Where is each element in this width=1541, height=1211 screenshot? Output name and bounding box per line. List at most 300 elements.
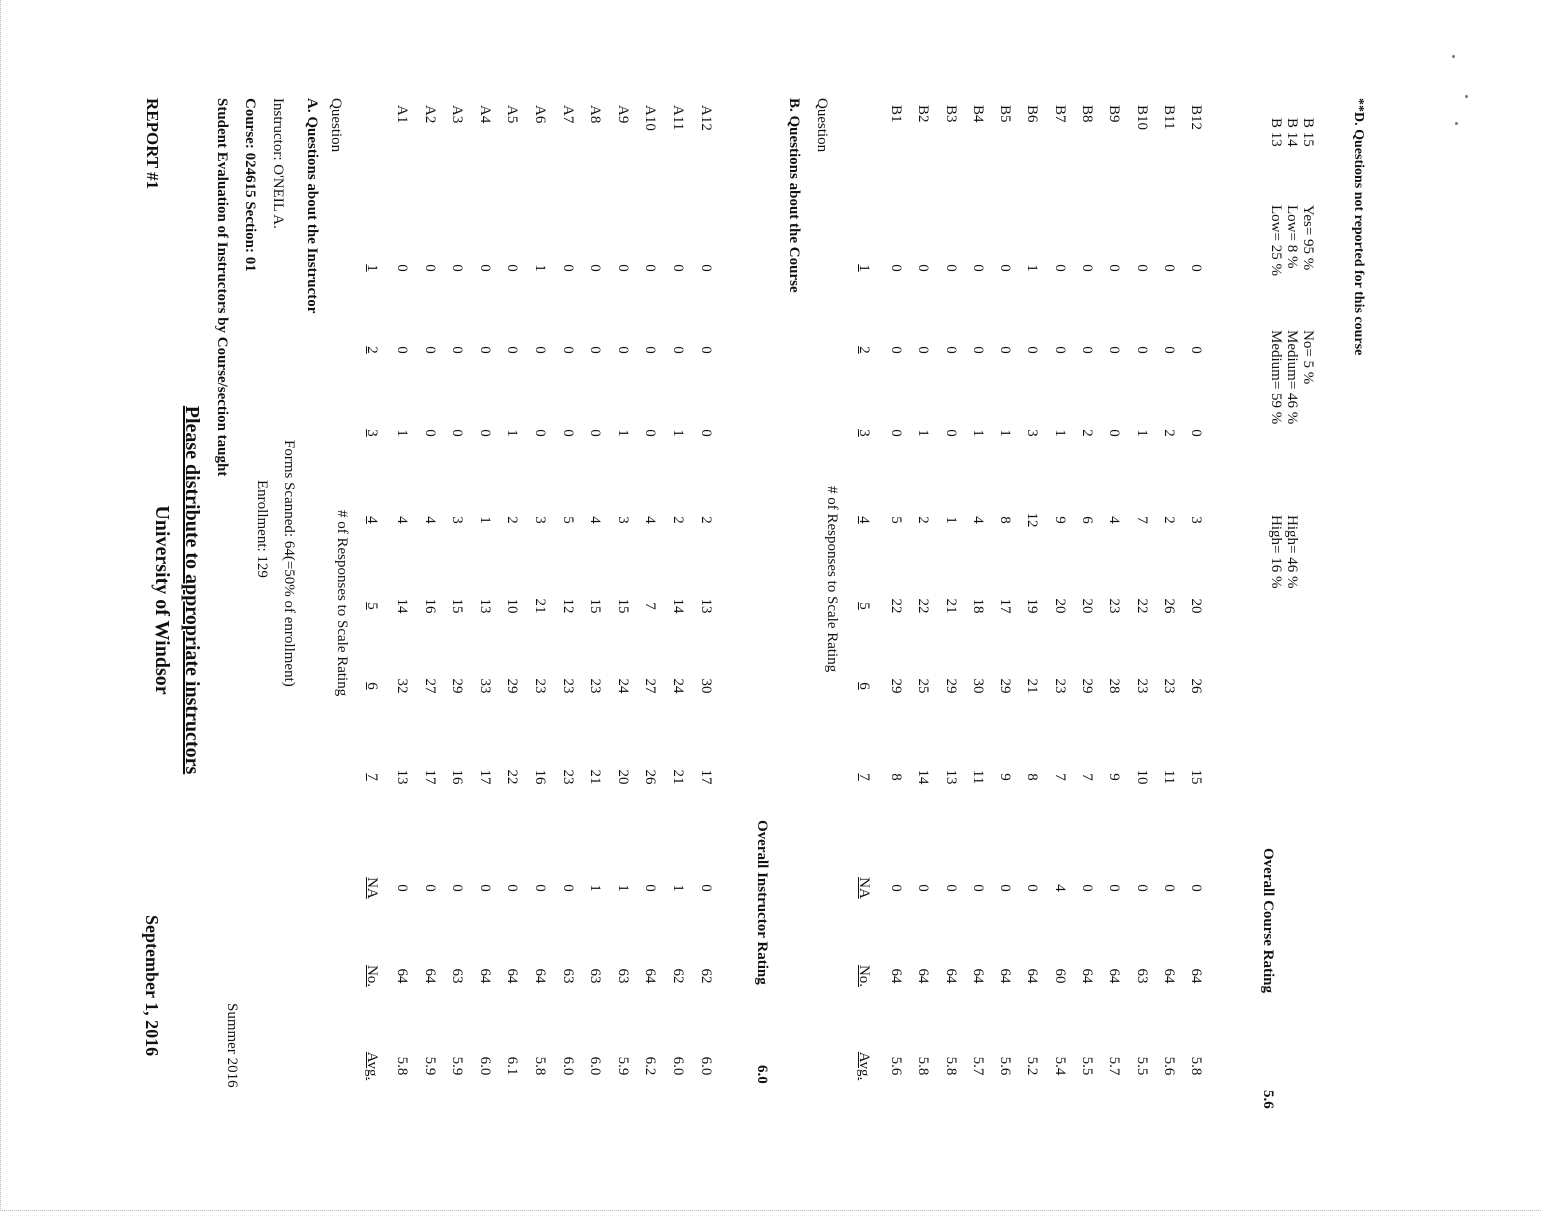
table-cell: 0: [421, 346, 438, 354]
table-cell: 15: [449, 598, 466, 614]
table-cell: 2: [915, 516, 932, 524]
report-number: REPORT #1: [143, 98, 162, 190]
col-header-2: 2: [856, 346, 872, 354]
question-id: B10: [1133, 105, 1150, 131]
table-cell: 62: [670, 968, 686, 984]
table-cell: 0: [997, 346, 1014, 354]
table-cell: 0: [915, 884, 932, 892]
table-cell: 0: [449, 884, 466, 892]
table-cell: 10: [1133, 769, 1150, 785]
table-cell: 0: [642, 429, 659, 437]
table-cell: 17: [697, 769, 714, 785]
table-cell: 5.6: [1161, 1056, 1177, 1076]
col-header-1: 1: [364, 264, 380, 272]
table-cell: 2: [1161, 516, 1177, 524]
table-cell: 11: [969, 769, 986, 785]
table-cell: 0: [1079, 346, 1096, 354]
table-cell: 23: [1133, 678, 1150, 694]
col-header-6: 6: [856, 682, 872, 690]
table-cell: 60: [1051, 968, 1068, 984]
table-cell: 5.4: [1051, 1056, 1068, 1076]
table-cell: 0: [449, 346, 466, 354]
table-cell: 63: [449, 968, 466, 984]
table-cell: 0: [587, 346, 604, 354]
table-cell: 23: [1106, 598, 1123, 614]
table-cell: 16: [532, 769, 548, 785]
table-cell: 1: [614, 884, 631, 892]
table-cell: 5.6: [888, 1056, 904, 1076]
table-cell: 0: [532, 884, 548, 892]
table-cell: 26: [1161, 598, 1177, 614]
table-cell: 0: [1161, 346, 1177, 354]
table-cell: 5.2: [1024, 1056, 1041, 1076]
table-cell: 0: [449, 264, 466, 272]
table-cell: 0: [670, 264, 686, 272]
extra-c: High= 46 %: [1284, 515, 1300, 589]
question-id: A9: [614, 105, 631, 124]
table-cell: 3: [1188, 516, 1205, 524]
table-cell: 1: [997, 429, 1014, 437]
table-cell: 27: [642, 678, 659, 694]
table-cell: 5.8: [915, 1056, 932, 1076]
table-cell: 29: [888, 678, 904, 694]
table-cell: 6: [1079, 516, 1096, 524]
table-cell: 1: [394, 429, 410, 437]
forms-scanned: Forms Scanned: 64(=50% of enrollment): [281, 440, 297, 687]
table-cell: 8: [888, 773, 904, 781]
question-id: B11: [1161, 105, 1177, 130]
overall-instructor-label: Overall Instructor Rating: [754, 820, 770, 985]
table-cell: 0: [888, 346, 904, 354]
table-cell: 0: [532, 429, 548, 437]
table-cell: 64: [642, 968, 659, 984]
table-cell: 63: [1133, 968, 1150, 984]
table-cell: 0: [614, 346, 631, 354]
question-id: B1: [888, 105, 904, 123]
table-cell: 0: [888, 264, 904, 272]
term-label: Summer 2016: [224, 1003, 240, 1088]
table-cell: 64: [394, 968, 410, 984]
table-cell: 0: [587, 264, 604, 272]
table-cell: 0: [1106, 429, 1123, 437]
table-cell: 4: [969, 516, 986, 524]
table-cell: 63: [559, 968, 576, 984]
extra-b: Medium= 59 %: [1268, 330, 1284, 425]
table-cell: 0: [697, 264, 714, 272]
table-cell: 0: [697, 429, 714, 437]
table-cell: 0: [670, 346, 686, 354]
col-header-10: Avg.: [856, 1051, 872, 1081]
table-cell: 0: [614, 264, 631, 272]
table-cell: 0: [1079, 884, 1096, 892]
table-cell: 5.9: [421, 1056, 438, 1076]
table-cell: 33: [476, 678, 493, 694]
table-cell: 25: [915, 678, 932, 694]
table-cell: 29: [942, 678, 959, 694]
table-cell: 0: [1024, 884, 1041, 892]
question-id: A4: [476, 105, 493, 124]
table-cell: 2: [1161, 429, 1177, 437]
table-cell: 28: [1106, 678, 1123, 694]
table-cell: 6.0: [697, 1056, 714, 1076]
table-cell: 4: [587, 516, 604, 524]
table-cell: 6.2: [642, 1056, 659, 1076]
footnote: **D. Questions not reported for this course: [1351, 98, 1366, 356]
table-cell: 7: [1079, 773, 1096, 781]
table-cell: 1: [614, 429, 631, 437]
table-cell: 21: [942, 598, 959, 614]
table-cell: 0: [942, 264, 959, 272]
section-a-question-label: Question: [328, 98, 344, 153]
table-cell: 29: [449, 678, 466, 694]
report-date: September 1, 2016: [142, 915, 162, 1057]
table-cell: 15: [587, 598, 604, 614]
table-cell: 8: [997, 516, 1014, 524]
question-id: B5: [997, 105, 1014, 123]
question-id: A8: [587, 105, 604, 124]
question-id: B9: [1106, 105, 1123, 123]
table-cell: 0: [421, 429, 438, 437]
section-b-responses-label: # of Responses to Scale Rating: [824, 486, 840, 673]
table-cell: 63: [587, 968, 604, 984]
extra-q: B 13: [1268, 118, 1284, 147]
table-cell: 64: [1161, 968, 1177, 984]
extra-q: B 14: [1284, 118, 1300, 147]
table-cell: 0: [1024, 346, 1041, 354]
table-cell: 27: [421, 678, 438, 694]
table-cell: 0: [394, 884, 410, 892]
table-cell: 29: [504, 678, 521, 694]
table-cell: 2: [1079, 429, 1096, 437]
table-cell: 64: [915, 968, 932, 984]
table-cell: 5.8: [394, 1056, 410, 1076]
table-cell: 4: [642, 516, 659, 524]
question-id: A11: [670, 105, 686, 131]
table-cell: 0: [421, 884, 438, 892]
university-name: University of Windsor: [151, 505, 173, 695]
table-cell: 0: [559, 264, 576, 272]
table-cell: 0: [449, 429, 466, 437]
table-cell: 0: [559, 429, 576, 437]
table-cell: 2: [670, 516, 686, 524]
question-id: A10: [642, 105, 659, 131]
table-cell: 5: [559, 516, 576, 524]
table-cell: 0: [969, 264, 986, 272]
table-cell: 64: [532, 968, 548, 984]
col-header-7: 7: [856, 773, 872, 781]
table-cell: 6.1: [504, 1056, 521, 1076]
table-cell: 7: [642, 602, 659, 610]
overall-instructor-value: 6.0: [754, 1065, 770, 1084]
extra-b: Medium= 46 %: [1284, 330, 1300, 425]
table-cell: 9: [997, 773, 1014, 781]
extra-a: Low= 25 %: [1268, 205, 1284, 276]
section-a-responses-label: # of Responses to Scale Rating: [334, 510, 350, 697]
table-cell: 5.5: [1133, 1056, 1150, 1076]
table-cell: 0: [1133, 884, 1150, 892]
table-cell: 0: [476, 429, 493, 437]
table-cell: 64: [1024, 968, 1041, 984]
table-cell: 0: [969, 346, 986, 354]
table-cell: 18: [969, 598, 986, 614]
table-cell: 5.7: [1106, 1056, 1123, 1076]
table-cell: 16: [449, 769, 466, 785]
section-b-title: B. Questions about the Course: [786, 98, 802, 293]
col-header-5: 5: [856, 602, 872, 610]
table-cell: 29: [1079, 678, 1096, 694]
table-cell: 64: [997, 968, 1014, 984]
instructor-name: Instructor: O'NEIL A.: [270, 98, 286, 229]
table-cell: 63: [614, 968, 631, 984]
table-cell: 15: [1188, 769, 1205, 785]
table-cell: 0: [942, 346, 959, 354]
question-id: A1: [394, 105, 410, 124]
table-cell: 14: [670, 598, 686, 614]
table-cell: 4: [1051, 884, 1068, 892]
table-cell: 5.7: [969, 1056, 986, 1076]
table-cell: 1: [476, 516, 493, 524]
table-cell: 3: [449, 516, 466, 524]
question-id: A5: [504, 105, 521, 124]
table-cell: 0: [1106, 346, 1123, 354]
table-cell: 0: [1161, 884, 1177, 892]
extra-q: B 15: [1300, 118, 1316, 147]
table-cell: 21: [532, 598, 548, 614]
question-id: B4: [969, 105, 986, 123]
table-cell: 4: [394, 516, 410, 524]
table-cell: 1: [587, 884, 604, 892]
col-header-4: 4: [856, 516, 872, 524]
table-cell: 0: [969, 884, 986, 892]
table-cell: 0: [1133, 264, 1150, 272]
table-cell: 22: [888, 598, 904, 614]
table-cell: 1: [504, 429, 521, 437]
table-cell: 30: [969, 678, 986, 694]
table-cell: 64: [504, 968, 521, 984]
table-cell: 10: [504, 598, 521, 614]
table-cell: 8: [1024, 773, 1041, 781]
overall-course-label: Overall Course Rating: [1260, 848, 1276, 993]
table-cell: 0: [697, 346, 714, 354]
table-cell: 3: [1024, 429, 1041, 437]
table-cell: 0: [942, 429, 959, 437]
table-cell: 23: [587, 678, 604, 694]
col-header-5: 5: [364, 602, 380, 610]
table-cell: 1: [1133, 429, 1150, 437]
table-cell: 0: [1051, 346, 1068, 354]
table-cell: 0: [421, 264, 438, 272]
table-cell: 64: [969, 968, 986, 984]
extra-a: Low= 8 %: [1284, 205, 1300, 269]
table-cell: 13: [942, 769, 959, 785]
table-cell: 7: [1133, 516, 1150, 524]
table-cell: 13: [697, 598, 714, 614]
table-cell: 0: [394, 264, 410, 272]
table-cell: 0: [476, 346, 493, 354]
table-cell: 5.9: [614, 1056, 631, 1076]
table-cell: 1: [532, 264, 548, 272]
table-cell: 0: [504, 264, 521, 272]
table-cell: 12: [1024, 512, 1041, 528]
table-cell: 6.0: [559, 1056, 576, 1076]
table-cell: 12: [559, 598, 576, 614]
col-header-8: NA: [364, 877, 380, 899]
table-cell: 23: [1051, 678, 1068, 694]
table-cell: 64: [942, 968, 959, 984]
table-cell: 1: [670, 429, 686, 437]
table-cell: 0: [1133, 346, 1150, 354]
table-cell: 20: [614, 769, 631, 785]
table-cell: 23: [559, 769, 576, 785]
table-cell: 23: [1161, 678, 1177, 694]
table-cell: 0: [915, 346, 932, 354]
table-cell: 0: [504, 346, 521, 354]
table-cell: 64: [888, 968, 904, 984]
distribute-notice: Please distribute to appropriate instructors: [181, 405, 203, 775]
table-cell: 21: [670, 769, 686, 785]
col-header-3: 3: [856, 429, 872, 437]
table-cell: 5.8: [1188, 1056, 1205, 1076]
col-header-3: 3: [364, 429, 380, 437]
table-cell: 6.0: [476, 1056, 493, 1076]
table-cell: 24: [670, 678, 686, 694]
table-cell: 0: [559, 346, 576, 354]
table-cell: 17: [421, 769, 438, 785]
col-header-10: Avg.: [364, 1051, 380, 1081]
question-id: B6: [1024, 105, 1041, 123]
table-cell: 0: [642, 884, 659, 892]
table-cell: 0: [1106, 884, 1123, 892]
table-cell: 5.8: [532, 1056, 548, 1076]
col-header-1: 1: [856, 264, 872, 272]
table-cell: 64: [1079, 968, 1096, 984]
table-cell: 7: [1051, 773, 1068, 781]
table-cell: 9: [1106, 773, 1123, 781]
table-cell: 0: [697, 884, 714, 892]
table-cell: 0: [559, 884, 576, 892]
col-header-9: No.: [364, 964, 380, 988]
table-cell: 5: [888, 516, 904, 524]
table-cell: 4: [1106, 516, 1123, 524]
extra-c: High= 16 %: [1268, 515, 1284, 589]
table-cell: 22: [504, 769, 521, 785]
table-cell: 20: [1188, 598, 1205, 614]
question-id: A12: [697, 105, 714, 131]
table-cell: 0: [997, 884, 1014, 892]
question-id: B2: [915, 105, 932, 123]
table-cell: 22: [915, 598, 932, 614]
report-subtitle: Student Evaluation of Instructors by Course/section taught: [214, 98, 230, 477]
extra-b: No= 5 %: [1300, 330, 1316, 385]
table-cell: 22: [1133, 598, 1150, 614]
col-header-9: No.: [856, 964, 872, 988]
table-cell: 0: [532, 346, 548, 354]
table-cell: 0: [1188, 264, 1205, 272]
table-cell: 26: [642, 769, 659, 785]
table-cell: 64: [1188, 968, 1205, 984]
table-cell: 64: [421, 968, 438, 984]
table-cell: 5.8: [942, 1056, 959, 1076]
table-cell: 0: [942, 884, 959, 892]
table-cell: 0: [642, 264, 659, 272]
enrollment: Enrollment: 129: [254, 480, 270, 578]
table-cell: 23: [532, 678, 548, 694]
table-cell: 5.6: [997, 1056, 1014, 1076]
table-cell: 32: [394, 678, 410, 694]
table-cell: 6.0: [670, 1056, 686, 1076]
table-cell: 11: [1161, 769, 1177, 785]
question-id: B8: [1079, 105, 1096, 123]
table-cell: 14: [915, 769, 932, 785]
table-cell: 19: [1024, 598, 1041, 614]
table-cell: 9: [1051, 516, 1068, 524]
table-cell: 17: [476, 769, 493, 785]
section-b-question-label: Question: [814, 98, 830, 153]
table-cell: 16: [421, 598, 438, 614]
table-cell: 0: [476, 884, 493, 892]
table-cell: 0: [1161, 264, 1177, 272]
table-cell: 5.5: [1079, 1056, 1096, 1076]
table-cell: 1: [670, 884, 686, 892]
table-cell: 24: [614, 678, 631, 694]
question-id: A2: [421, 105, 438, 124]
table-cell: 0: [476, 264, 493, 272]
col-header-7: 7: [364, 773, 380, 781]
table-cell: 17: [997, 598, 1014, 614]
table-cell: 0: [1188, 884, 1205, 892]
table-cell: 4: [421, 516, 438, 524]
table-cell: 0: [1188, 429, 1205, 437]
table-cell: 0: [997, 264, 1014, 272]
table-cell: 64: [1106, 968, 1123, 984]
table-cell: 29: [997, 678, 1014, 694]
table-cell: 0: [888, 429, 904, 437]
table-cell: 2: [697, 516, 714, 524]
table-cell: 3: [532, 516, 548, 524]
table-cell: 30: [697, 678, 714, 694]
table-cell: 14: [394, 598, 410, 614]
table-cell: 21: [1024, 678, 1041, 694]
question-id: A6: [532, 105, 548, 124]
table-cell: 0: [1051, 264, 1068, 272]
col-header-2: 2: [364, 346, 380, 354]
table-cell: 6.0: [587, 1056, 604, 1076]
question-id: A7: [559, 105, 576, 124]
table-cell: 20: [1051, 598, 1068, 614]
table-cell: 13: [394, 769, 410, 785]
table-cell: 0: [1079, 264, 1096, 272]
table-cell: 0: [642, 346, 659, 354]
table-cell: 15: [614, 598, 631, 614]
table-cell: 23: [559, 678, 576, 694]
table-cell: 1: [915, 429, 932, 437]
table-cell: 0: [504, 884, 521, 892]
section-a-title: A. Questions about the Instructor: [304, 98, 320, 314]
table-cell: 3: [614, 516, 631, 524]
table-cell: 0: [915, 264, 932, 272]
overall-course-value: 5.6: [1260, 1090, 1276, 1109]
table-cell: 64: [476, 968, 493, 984]
table-cell: 1: [1024, 264, 1041, 272]
table-cell: 1: [969, 429, 986, 437]
extra-a: Yes= 95 %: [1300, 205, 1316, 271]
col-header-4: 4: [364, 516, 380, 524]
col-header-6: 6: [364, 682, 380, 690]
table-cell: 21: [587, 769, 604, 785]
course-section: Course: 024615 Section: 01: [242, 98, 258, 272]
question-id: B7: [1051, 105, 1068, 123]
question-id: B3: [942, 105, 959, 123]
